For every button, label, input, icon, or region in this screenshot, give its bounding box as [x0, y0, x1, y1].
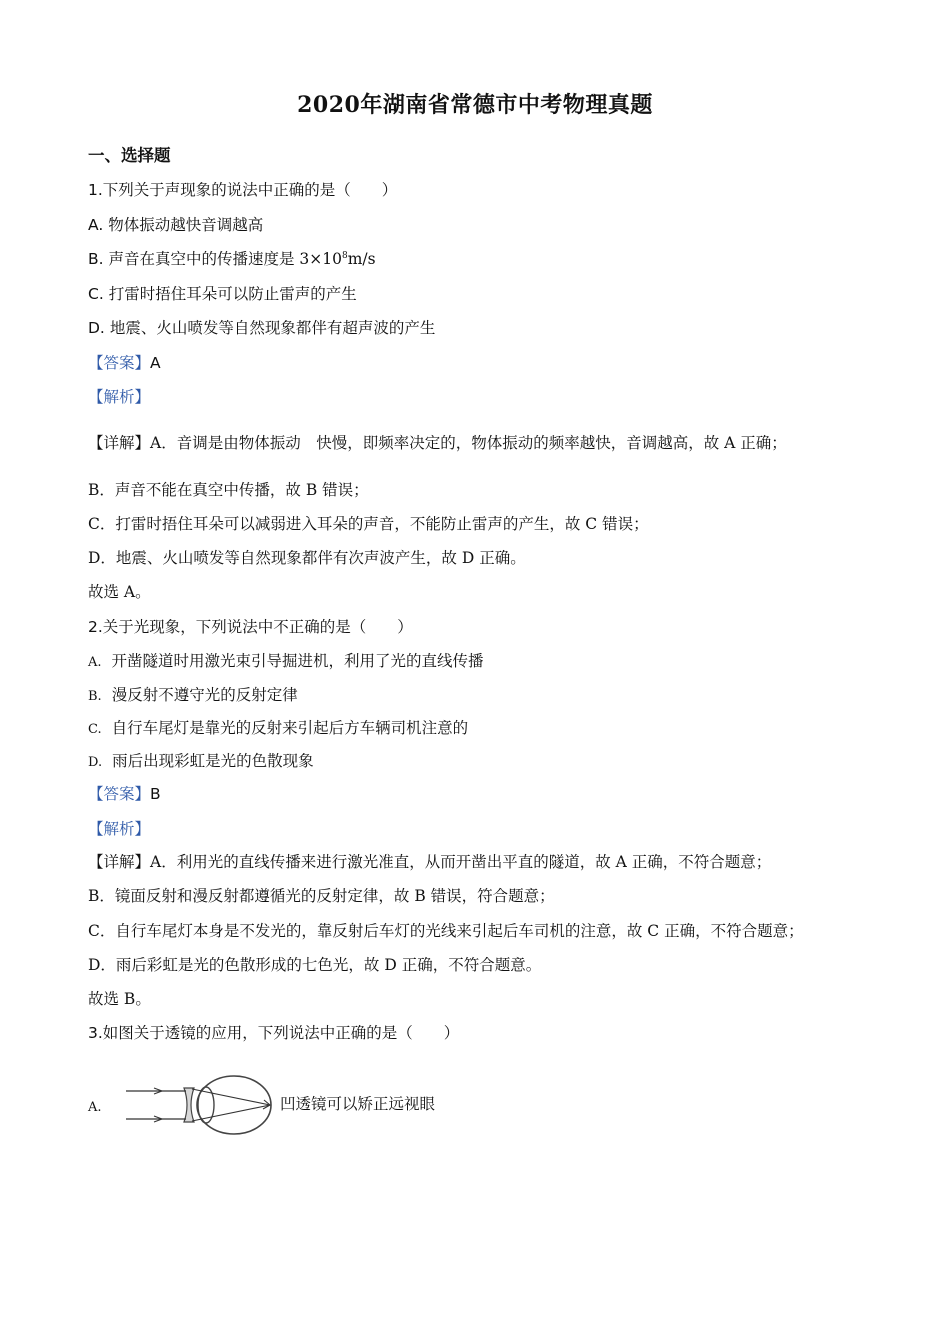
q1-option-d: D. 地震、火山喷发等自然现象都伴有超声波的产生 — [88, 319, 436, 337]
q1-detail-c: C．打雷时捂住耳朵可以减弱进入耳朵的声音，不能防止雷声的产生，故 C 错误； — [88, 515, 649, 533]
q1-detail-a: 【详解】A．音调是由物体振动 快慢，即频率决定的，物体振动的频率越快，音调越高，故 A 正确； — [88, 434, 787, 452]
q1-choose: 故选 A。 — [88, 583, 151, 601]
q2-detail-d: D．雨后彩虹是光的色散形成的七色光，故 D 正确，不符合题意。 — [88, 956, 542, 974]
eye-lens-diagram-icon — [124, 1072, 274, 1138]
q1-option-c: C. 打雷时捂住耳朵可以防止雷声的产生 — [88, 285, 357, 303]
question-number: 2. — [88, 618, 103, 636]
q2-detail-a: 【详解】A．利用光的直线传播来进行激光准直，从而开凿出平直的隧道，故 A 正确，不符合题意； — [88, 853, 772, 871]
q3-option-a-letter: A. — [88, 1100, 102, 1115]
question-text: 关于光现象，下列说法中不正确的是（ ） — [102, 618, 413, 636]
question-1-stem — [88, 180, 397, 200]
question-text: 如图关于透镜的应用，下列说法中正确的是（ ） — [102, 1024, 460, 1042]
question-number: 3. — [88, 1024, 103, 1042]
q2-detail-b: B．镜面反射和漫反射都遵循光的反射定律，故 B 错误，符合题意； — [88, 887, 555, 905]
answer-label: 【答案】 — [88, 785, 151, 803]
q2-option-b: B. 漫反射不遵守光的反射定律 — [88, 686, 298, 704]
q2-option-c: C. 自行车尾灯是靠光的反射来引起后方车辆司机注意的 — [88, 719, 469, 737]
question-2-stem — [88, 617, 413, 637]
q2-choose: 故选 B。 — [88, 990, 151, 1008]
q1-analysis-label: 【解析】 — [88, 388, 151, 406]
q1-detail-d: D．地震、火山喷发等自然现象都伴有次声波产生，故 D 正确。 — [88, 549, 526, 567]
question-3-stem — [88, 1023, 459, 1043]
document-title: 2020年湖南省常德市中考物理真题 — [297, 92, 653, 118]
q2-option-d: D. 雨后出现彩虹是光的色散现象 — [88, 752, 314, 770]
q2-option-a: A. 开凿隧道时用激光束引导掘进机，利用了光的直线传播 — [88, 652, 484, 670]
answer-label: 【答案】 — [88, 354, 151, 372]
question-number: 1. — [88, 181, 103, 199]
q1-option-a: A. 物体振动越快音调越高 — [88, 216, 264, 234]
answer-value: A — [150, 354, 161, 372]
q2-analysis-label: 【解析】 — [88, 820, 151, 838]
question-text: 下列关于声现象的说法中正确的是（ ） — [102, 181, 398, 199]
answer-value: B — [150, 785, 161, 803]
section-heading: 一、选择题 — [88, 146, 171, 165]
q1-option-b: B. 声音在真空中的传播速度是 $3\times 10^8m/s$ — [88, 250, 376, 268]
q1-answer — [88, 353, 161, 373]
q1-detail-b: B．声音不能在真空中传播，故 B 错误； — [88, 481, 369, 499]
q2-answer — [88, 784, 161, 804]
q2-detail-c: C．自行车尾灯本身是不发光的，靠反射后车灯的光线来引起后车司机的注意，故 C 正确，不符合题意； — [88, 922, 804, 940]
q3-option-a-text: 凹透镜可以矫正远视眼 — [280, 1095, 436, 1113]
